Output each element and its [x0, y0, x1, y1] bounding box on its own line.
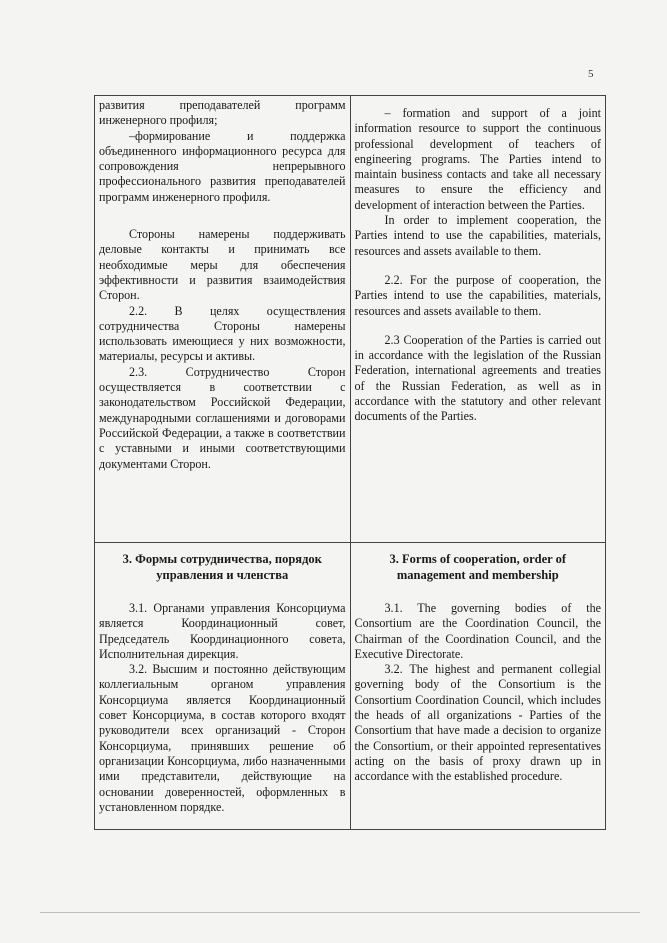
paragraph: развития преподавателей программ инженерного профиля;	[99, 98, 346, 128]
paragraph: – formation and support of a joint information resource to support the continuous professional development of teachers of engineering programs. The Parties intend to maintain business contacts and take all necessary measures to ensure the efficiency and development of interaction between the Parties.	[354, 106, 601, 212]
section-title: 3. Формы сотрудничества, порядок управления и членства	[122, 552, 322, 582]
english-column	[350, 96, 606, 543]
paragraph: –формирование и поддержка объединенного информационного ресурса для сопровождения непрерывного профессионального развития преподавателей программ инженерного профиля.	[99, 128, 346, 204]
table-row	[95, 96, 606, 543]
clause-3-1: 3.1. The governing bodies of the Consortium are the Coordination Council, the Chairman of the Coordination Council, and the Executive Directorate.	[354, 601, 601, 661]
clause-3-2: 3.2. The highest and permanent collegial governing body of the Consortium is the Consortium Coordination Council, which includes the heads of all organizations - Parties of the Consortium that have made a decision to organize the Consortium, or their appointed representatives acting on the basis of proxy drawn up in accordance with the established procedure.	[354, 662, 601, 784]
clause-3-2: 3.2. Высшим и постоянно действующим коллегиальным органом управления Консорциума является Координационный совет Консорциума, в состав которого входят руководители всех организаций - Сторон Консорциума, принявших решение об организации Консорциума, либо назначенными ими представители, действующие на основании доверенностей, оформленных в установленном порядке.	[99, 662, 346, 814]
table-row	[95, 543, 606, 830]
russian-column	[95, 543, 351, 830]
paragraph: In order to implement cooperation, the Parties intend to use the capabilities, materials, resources and assets available to them.	[354, 213, 601, 258]
russian-column	[95, 96, 351, 543]
clause-2-3: 2.3. Сотрудничество Сторон осуществляется в соответствии с законодательством Российской Федерации, международными соглашениями и договорами Российской Федерации, а также в соответствии с уставными и иными соответствующими документами Сторон.	[99, 364, 346, 471]
paragraph: Стороны намерены поддерживать деловые контакты и принимать все необходимые меры для обеспечения эффективности и развития взаимодействия Сторон.	[99, 227, 346, 303]
english-column	[350, 543, 606, 830]
clause-3-1: 3.1. Органами управления Консорциума является Координационный совет, Председатель Координационного совета, Исполнительная дирекция.	[99, 601, 346, 661]
bottom-divider	[40, 912, 640, 913]
page-number: 5	[588, 68, 594, 80]
bilingual-table	[94, 95, 606, 830]
clause-2-2: 2.2. В целях осуществления сотрудничества Стороны намерены использовать имеющиеся у них возможности, материалы, ресурсы и активы.	[99, 303, 346, 364]
section-title: 3. Forms of cooperation, order of management and membership	[389, 552, 566, 582]
clause-2-3: 2.3 Cooperation of the Parties is carried out in accordance with the legislation of the Russian Federation, international agreements and treaties of the Russian Federation, as well as in accordance with the statutory and other relevant documents of the Parties.	[354, 332, 601, 424]
clause-2-2: 2.2. For the purpose of cooperation, the Parties intend to use the capabilities, materials, resources and assets available to them.	[354, 272, 601, 318]
